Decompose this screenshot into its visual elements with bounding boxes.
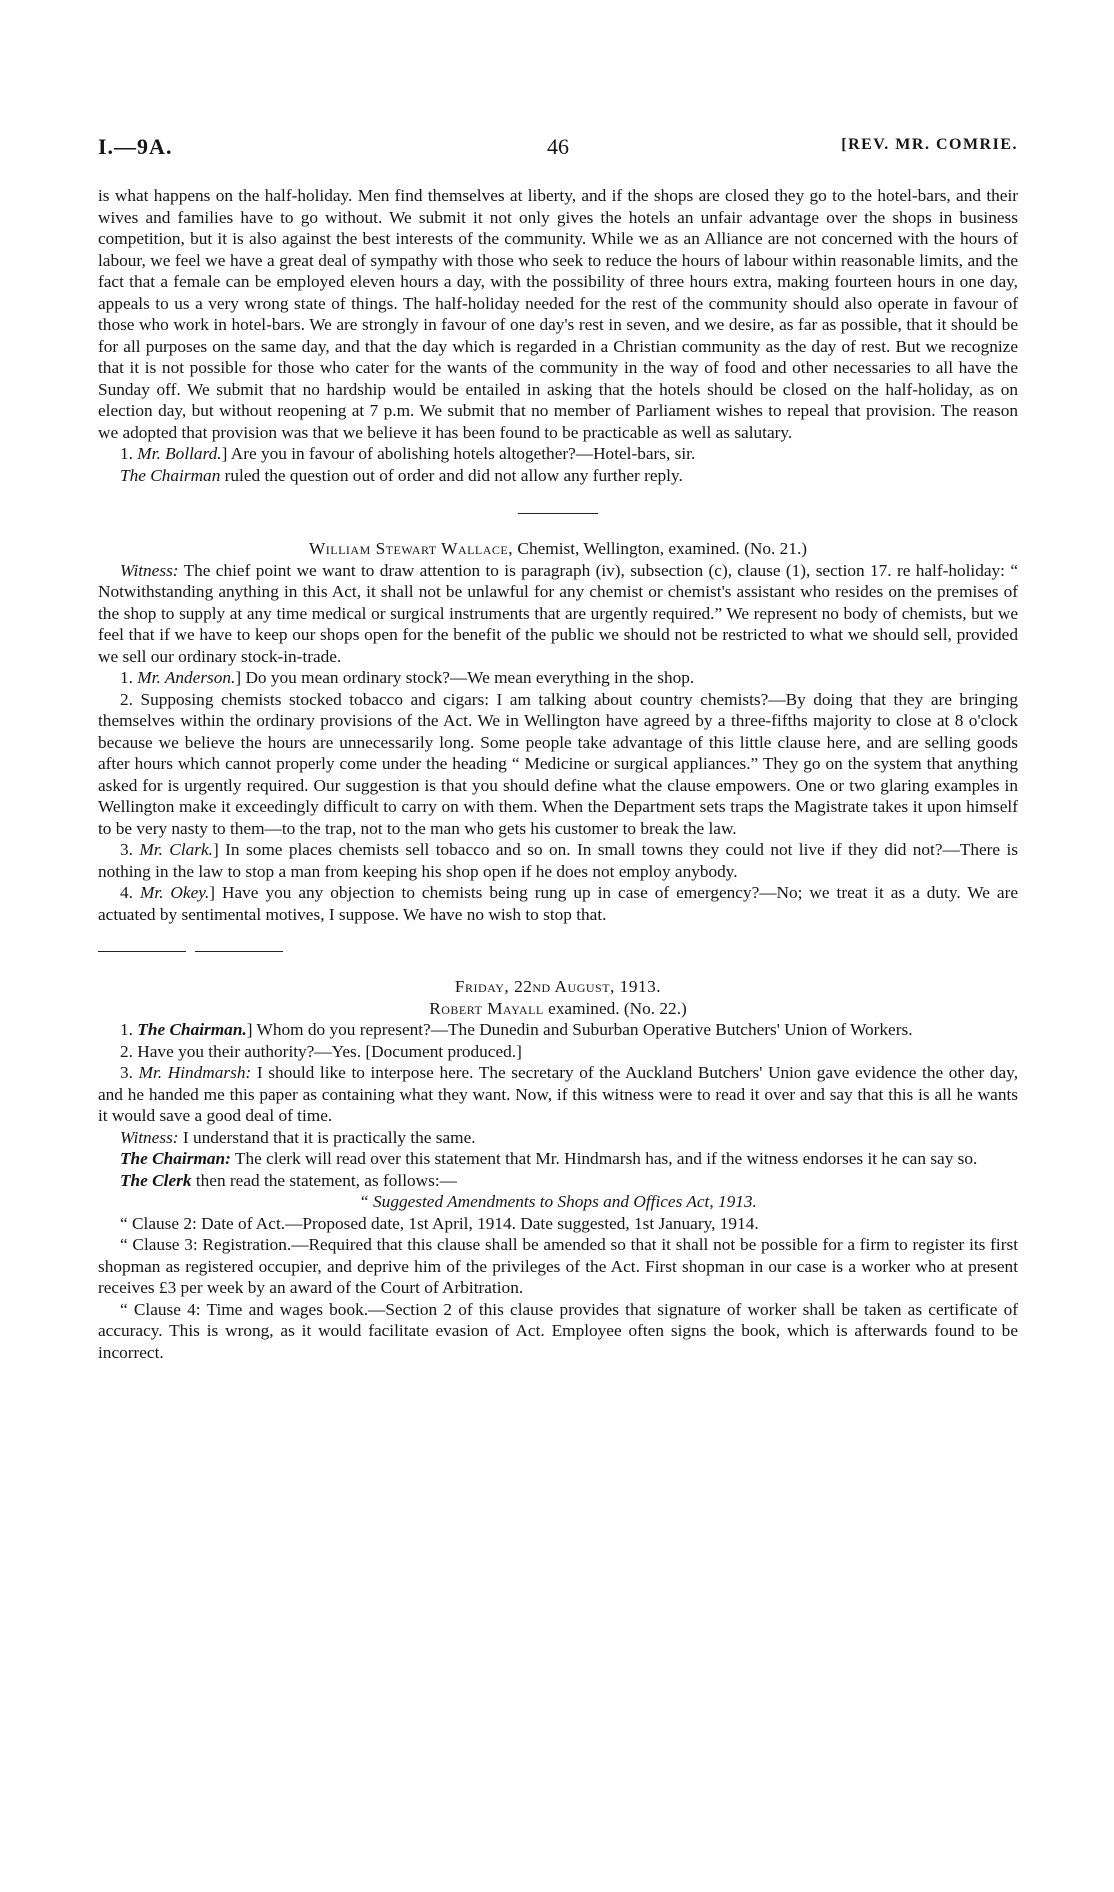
clause-2: “ Clause 2: Date of Act.—Proposed date, 1st April, 1914. Date suggested, 1st January, 1914. (120, 1213, 759, 1233)
question-1-bollard (98, 443, 1018, 465)
witness-name: William Stewart Wallace, (308, 539, 514, 558)
witness-reply (98, 1127, 1018, 1149)
statement-text: The chief point we want to draw attention to is paragraph (iv), subsection (c), clause (1), section 17. re half-holiday: “ Notwithstanding anything in this Act, it shall not be unlawful for any chemist or chemist's assistant who resides on the premises of the shop to supply at any time medical or surgical instruments that are urgently required.” We represent no body of chemists, but we feel that if we have to keep our shops open for the benefit of the public we should not be restricted to what we should sell, provided we sell our ordinary stock-in-trade. (98, 560, 1018, 666)
document-body (98, 185, 1018, 1363)
speaker-name: Mr. Hindmarsh: (138, 1063, 252, 1082)
speaker-name: The Chairman (120, 465, 221, 485)
memo-title: “ Suggested Amendments to Shops and Offices Act, 1913. (359, 1192, 757, 1211)
question-text: ] Whom do you represent?—The Dunedin and Suburban Operative Butchers' Union of Workers. (246, 1020, 913, 1039)
question-text: ] Have you any objection to chemists being rung up in case of emergency?—No; we treat it as a duty. We are actuated by sentimental motives, I suppose. We have no wish to stop that. (98, 883, 1019, 924)
question-1-anderson (98, 667, 1018, 689)
question-2: 2. Have you their authority?—Yes. [Document produced.] (120, 1041, 522, 1061)
speaker-name: Mr. Anderson. (137, 668, 236, 687)
speaker-name: The Chairman: (120, 1149, 231, 1168)
running-head-speaker: [REV. MR. COMRIE. (841, 136, 1018, 153)
question-number: 3. (120, 1063, 139, 1082)
question-text: ] Are you in favour of abolishing hotels altogether?—Hotel-bars, sir. (221, 444, 696, 463)
clause-3: “ Clause 3: Registration.—Required that this clause shall be amended so that it shall not be possible for a firm to register its first shopman as registered occupier, and deprive him of the privileges of the Act. First shopman in our case is a worker who at present receives £3 per week by an award of the Court of Arbitration. (98, 1235, 1018, 1297)
question-2: 2. Supposing chemists stocked tobacco and cigars: I am talking about country chemists?—By doing that they are bringing themselves within the ordinary provisions of the Act. We in Wellington have agreed by a three-fifths majority to close at 8 o'clock because we believe the hours are unnecessarily long. Some people take advantage of this little clause here, and are selling goods after hours which cannot properly come under the heading “ Medicine or surgical appliances.” They go on the system that anything asked for is urgently required. Our suggestion is that you should define what the clause empowers. One or two glaring examples in Wellington make it exceedingly difficult to carry on with them. When the Department sets traps the Magistrate takes it upon himself to be very nasty to them—to the trap, not to the man who gets his customer to break the law. (98, 689, 1018, 838)
speaker-name: The Chairman. (137, 1020, 247, 1039)
page-header (98, 134, 1018, 166)
question-1-chairman (98, 1019, 1018, 1041)
speaker-name: Mr. Okey. (139, 883, 210, 902)
question-number: 3. (120, 840, 140, 859)
statement-text: then read the statement, as follows:— (191, 1170, 457, 1190)
question-text: I should like to interpose here. The secretary of the Auckland Butchers' Union gave evidence the other day, and he handed me this paper as containing what they want. Now, if this witness were to read it over and say that this is all he wants it would save a good deal of time. (98, 1063, 1019, 1125)
question-text: ] Do you mean ordinary stock?—We mean everything in the shop. (235, 668, 695, 687)
evidence-paragraph: is what happens on the half-holiday. Men find themselves at liberty, and if the shops are closed they go to the hotel-bars, and their wives and families have to go without. We submit it not only gives the hotels an unfair advantage over the shops in business competition, but it is also against the best interests of the community. While we as an Alliance are not concerned with the hours of labour, we feel we have a great deal of sympathy with those who seek to reduce the hours of labour within reasonable limits, and the fact that a female can be employed eleven hours a day, with the possibility of three hours extra, making fourteen hours in one day, appeals to us a very wrong state of things. The half-holiday needed for the rest of the community should also operate in favour of those who work in hotel-bars. We are strongly in favour of one day's rest in seven, and we desire, as far as possible, that it should be for all purposes on the same day, and that the day which is regarded in a Christian community as the day of rest. But we recognize that it is not possible for those who cater for the wants of the community in the way of food and other necessaries to all have the Sunday off. We submit that no hardship would be entailed in asking that the hotels should be closed on the half-holiday, as on election day, but without reopening at 7 p.m. We submit that no member of Parliament wishes to repeal that provision. The reason we adopted that provision was that we believe it has been found to be practicable as well as salutary. (98, 186, 1018, 442)
double-divider (98, 951, 283, 952)
chairman-ruling (98, 465, 1018, 487)
witness-description: examined. (No. 22.) (543, 998, 687, 1018)
page-number: 46 (547, 134, 569, 159)
witness-label: Witness: (120, 560, 179, 580)
question-number: 4. (120, 883, 140, 902)
session-date: Friday, 22nd August, 1913. (454, 977, 662, 996)
witness-heading (98, 998, 1018, 1020)
clerk-statement (98, 1170, 1018, 1192)
question-3-hindmarsh (98, 1062, 1018, 1127)
statement-text: The clerk will read over this statement that Mr. Hindmarsh has, and if the witness endorses it he can say so. (230, 1149, 978, 1168)
question-4-okey (98, 882, 1018, 925)
witness-statement (98, 560, 1018, 668)
question-number: 1. (120, 668, 138, 687)
question-number: 1. (120, 444, 138, 463)
question-3-clark (98, 839, 1018, 882)
witness-description: Chemist, Wellington, examined. (No. 21.) (513, 539, 808, 558)
chairman-statement (98, 1148, 1018, 1170)
speaker-name: Mr. Bollard. (137, 444, 222, 463)
witness-label: Witness: (120, 1127, 179, 1147)
ruling-text: ruled the question out of order and did not allow any further reply. (220, 465, 683, 485)
document-reference: I.—9A. (98, 134, 173, 159)
question-number: 1. (120, 1020, 138, 1039)
speaker-name: Mr. Clark. (139, 840, 213, 859)
witness-heading (98, 538, 1018, 560)
witness-name: Robert Mayall (429, 998, 544, 1018)
section-divider (518, 513, 598, 514)
reply-text: I understand that it is practically the same. (178, 1127, 476, 1147)
speaker-name: The Clerk (120, 1170, 192, 1190)
question-text: ] In some places chemists sell tobacco and so on. In small towns they could not live if they did not?—There is nothing in the law to stop a man from keeping his shop open if he does not employ anybody. (98, 840, 1019, 881)
clause-4: “ Clause 4: Time and wages book.—Section 2 of this clause provides that signature of worker shall be taken as certificate of accuracy. This is wrong, as it would facilitate evasion of Act. Employee often signs the book, which is afterwards found to be incorrect. (98, 1299, 1018, 1362)
